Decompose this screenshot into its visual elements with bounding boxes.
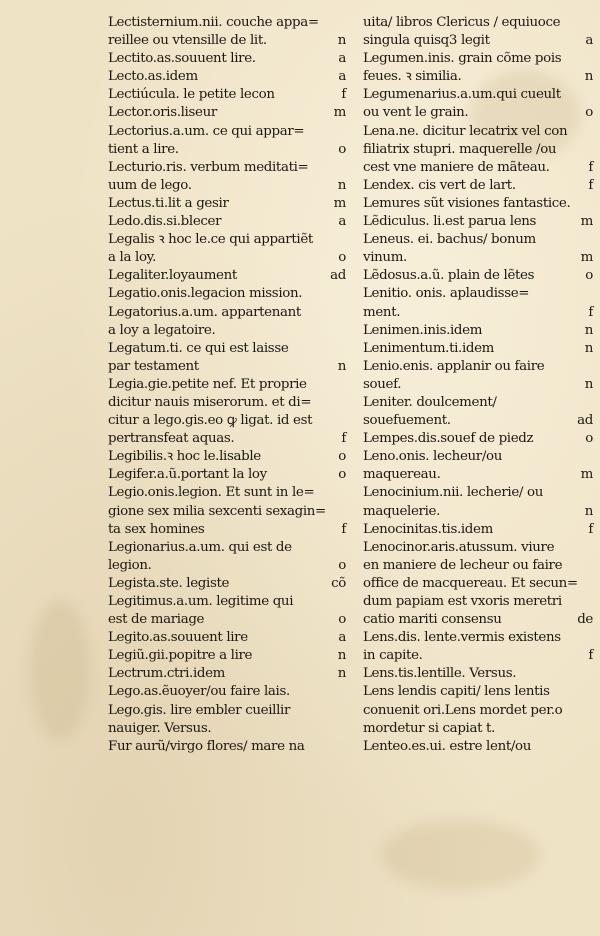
entry-text: Lectisternium.nii. couche appa= (108, 15, 319, 30)
entry-text: Lectrum.ctri.idem (108, 666, 226, 682)
gender-marker: a (338, 69, 346, 85)
dictionary-line (363, 466, 593, 484)
entry-text: Lectorius.a.um. ce qui appar= (108, 123, 305, 139)
entry-text: Legiũ.gii.popitre a lire (108, 648, 253, 664)
entry-text: en maniere de lecheur ou faire (363, 557, 563, 573)
entry-text: ment. (363, 304, 401, 320)
gender-marker: f (588, 648, 593, 664)
entry-text: conuenit ori.Lens mordet per.o (363, 702, 563, 718)
entry-text: pertransfeat aquas. (108, 431, 235, 447)
gender-marker: o (338, 557, 346, 573)
entry-text: Lenimen.inis.idem (363, 322, 483, 338)
dictionary-line (363, 304, 593, 322)
dictionary-line (363, 521, 593, 539)
dictionary-line (363, 104, 593, 122)
dictionary-line (108, 720, 346, 738)
entry-text: Legaliter.loyaument (108, 268, 237, 284)
entry-text: nauiger. Versus. (108, 720, 212, 736)
dictionary-line (363, 231, 593, 249)
gender-marker: a (338, 51, 346, 67)
dictionary-line (363, 484, 593, 502)
dictionary-line (363, 430, 593, 448)
entry-text: in capite. (363, 648, 423, 664)
gender-marker: f (588, 304, 593, 320)
dictionary-line (108, 376, 346, 394)
gender-marker: ad (577, 413, 593, 429)
entry-text: Lẽdiculus. li.est parua lens (363, 214, 537, 230)
gender-marker: m (580, 467, 593, 483)
dictionary-line (108, 340, 346, 358)
entry-text: Legatum.ti. ce qui est laisse (108, 340, 289, 356)
entry-text: vinum. (363, 250, 407, 266)
entry-text: Legalis ꝛ hoc le.ce qui appartiẽt (108, 232, 313, 248)
entry-text: Lectus.ti.lit a gesir (108, 195, 229, 211)
gender-marker: n (584, 340, 593, 356)
dictionary-line (363, 32, 593, 50)
dictionary-line (363, 665, 593, 683)
dictionary-line (363, 503, 593, 521)
dictionary-line (108, 575, 346, 593)
entry-text: Legifer.a.ũ.portant la loy (108, 467, 267, 483)
dictionary-line (108, 448, 346, 466)
dictionary-line (108, 14, 346, 32)
entry-text: maquelerie. (363, 503, 441, 519)
dictionary-line (108, 104, 346, 122)
dictionary-line (108, 665, 346, 683)
dictionary-line (108, 358, 346, 376)
entry-text: Lectito.as.souuent lire. (108, 51, 256, 67)
gender-marker: o (585, 431, 593, 447)
gender-marker: m (580, 214, 593, 230)
dictionary-line (108, 177, 346, 195)
dictionary-line (363, 720, 593, 738)
gender-marker: n (337, 33, 346, 49)
gender-marker: f (341, 431, 346, 447)
gender-marker: m (580, 250, 593, 266)
gender-marker: o (585, 105, 593, 121)
entry-text: office de macquereau. Et secun= (363, 575, 578, 591)
entry-text: Legatio.onis.legacion mission. (108, 286, 303, 302)
gender-marker: a (585, 33, 593, 49)
dictionary-line (363, 647, 593, 665)
dictionary-line (363, 213, 593, 231)
entry-text: Legio.onis.legion. Et sunt in le= (108, 485, 315, 501)
gender-marker: m (333, 195, 346, 211)
dictionary-line (108, 738, 346, 756)
entry-text: Lẽdosus.a.ũ. plain de lẽtes (363, 268, 535, 284)
entry-text: Lenocinor.aris.atussum. viure (363, 539, 555, 555)
gender-marker: o (338, 141, 346, 157)
gender-marker: f (341, 521, 346, 537)
entry-text: Lenocinitas.tis.idem (363, 521, 493, 537)
gender-marker: n (584, 69, 593, 85)
dictionary-line (108, 213, 346, 231)
dictionary-line (108, 141, 346, 159)
entry-text: souefuement. (363, 413, 451, 429)
dictionary-line (108, 611, 346, 629)
gender-marker: a (338, 214, 346, 230)
entry-text: Legatorius.a.um. appartenant (108, 304, 301, 320)
dictionary-line (363, 68, 593, 86)
dictionary-line (108, 267, 346, 285)
dictionary-line (108, 50, 346, 68)
entry-text: Lena.ne. dicitur lecatrix vel con (363, 123, 568, 139)
entry-text: souef. (363, 376, 402, 392)
entry-text: Lego.as.ẽuoyer/ou faire lais. (108, 684, 290, 700)
dictionary-line (363, 683, 593, 701)
gender-marker: n (337, 648, 346, 664)
dictionary-line (363, 340, 593, 358)
dictionary-line (108, 539, 346, 557)
gender-marker: f (588, 159, 593, 175)
entry-text: reillee ou vtensille de lit. (108, 33, 267, 49)
entry-text: filiatrix stupri. maquerelle /ou (363, 141, 557, 157)
entry-text: Legia.gie.petite nef. Et proprie (108, 376, 307, 392)
entry-text: catio mariti consensu (363, 612, 502, 628)
entry-text: dicitur nauis miserorum. et di= (108, 394, 312, 410)
entry-text: Leno.onis. lecheur/ou (363, 449, 503, 465)
entry-text: Lecto.as.idem (108, 69, 198, 85)
gender-marker: f (588, 177, 593, 193)
dictionary-line (363, 539, 593, 557)
dictionary-line (363, 448, 593, 466)
dictionary-line (363, 141, 593, 159)
gender-marker: o (338, 467, 346, 483)
entry-text: Fur aurũ/virgo flores/ mare na (108, 738, 305, 754)
dictionary-line (108, 466, 346, 484)
dictionary-line (108, 412, 346, 430)
entry-text: a loy a legatoire. (108, 322, 216, 338)
entry-text: Lego.gis. lire embler cueillir (108, 702, 290, 718)
dictionary-line (363, 249, 593, 267)
gender-marker: f (341, 87, 346, 103)
gender-marker: n (584, 503, 593, 519)
dictionary-line (363, 738, 593, 756)
dictionary-line (363, 50, 593, 68)
dictionary-line (363, 358, 593, 376)
gender-marker: o (338, 250, 346, 266)
entry-text: Legumenarius.a.um.qui cueult (363, 87, 561, 103)
dictionary-line (363, 702, 593, 720)
dictionary-line (108, 249, 346, 267)
dictionary-line (108, 394, 346, 412)
left-column (108, 14, 346, 756)
entry-text: maquereau. (363, 467, 441, 483)
dictionary-line (108, 521, 346, 539)
dictionary-line (108, 32, 346, 50)
dictionary-line (363, 123, 593, 141)
entry-text: uita/ libros Clericus / equiuoce (363, 15, 561, 30)
gender-marker: a (338, 630, 346, 646)
entry-text: Lenocinium.nii. lecherie/ ou (363, 485, 543, 501)
dictionary-line (363, 159, 593, 177)
gender-marker: ad (330, 268, 346, 284)
gender-marker: f (588, 521, 593, 537)
entry-text: Leneus. ei. bachus/ bonum (363, 232, 536, 248)
dictionary-line (363, 412, 593, 430)
dictionary-line (108, 86, 346, 104)
gender-marker: n (337, 666, 346, 682)
dictionary-line (108, 123, 346, 141)
entry-text: mordetur si capiat t. (363, 720, 495, 736)
dictionary-line (363, 86, 593, 104)
entry-text: gione sex milia sexcenti sexagin= (108, 503, 326, 519)
entry-text: Legito.as.souuent lire (108, 630, 248, 646)
dictionary-line (363, 177, 593, 195)
dictionary-line (363, 322, 593, 340)
dictionary-line (363, 376, 593, 394)
dictionary-line (108, 430, 346, 448)
dictionary-line (108, 231, 346, 249)
dictionary-line (108, 629, 346, 647)
entry-text: citur a lego.gis.eo ꝙ ligat. id est (108, 413, 313, 429)
entry-text: Lenteo.es.ui. estre lent/ou (363, 738, 532, 754)
gender-marker: de (577, 612, 593, 628)
entry-text: Lemures sũt visiones fantastice. (363, 195, 571, 211)
entry-text: Lecturio.ris. verbum meditati= (108, 159, 309, 175)
entry-text: Legista.ste. legiste (108, 575, 230, 591)
gender-marker: n (337, 358, 346, 374)
dictionary-line (108, 503, 346, 521)
dictionary-line (108, 557, 346, 575)
entry-text: Leniter. doulcement/ (363, 394, 497, 410)
entry-text: cest vne maniere de mãteau. (363, 159, 550, 175)
dictionary-line (363, 611, 593, 629)
entry-text: Lector.oris.liseur (108, 105, 217, 121)
dictionary-line (363, 195, 593, 213)
dictionary-line (108, 683, 346, 701)
dictionary-line (363, 267, 593, 285)
dictionary-line (363, 629, 593, 647)
entry-text: Legibilis.ꝛ hoc le.lisable (108, 449, 261, 465)
entry-text: tient a lire. (108, 141, 179, 157)
entry-text: Lenio.enis. applanir ou faire (363, 358, 545, 374)
gender-marker: n (584, 376, 593, 392)
dictionary-line (108, 285, 346, 303)
gender-marker: o (585, 268, 593, 284)
entry-text: Lens.tis.lentille. Versus. (363, 666, 517, 682)
entry-text: uum de lego. (108, 177, 192, 193)
gender-marker: m (333, 105, 346, 121)
entry-text: dum papiam est vxoris meretri (363, 594, 562, 609)
entry-text: Legionarius.a.um. qui est de (108, 539, 292, 555)
dictionary-line (108, 322, 346, 340)
entry-text: est de mariage (108, 612, 205, 628)
entry-text: Lendex. cis vert de lart. (363, 177, 516, 193)
dictionary-line (363, 14, 593, 32)
dictionary-line (108, 195, 346, 213)
dictionary-line (108, 159, 346, 177)
gender-marker: o (338, 449, 346, 465)
gender-marker: n (337, 177, 346, 193)
dictionary-line (108, 68, 346, 86)
dictionary-line (108, 647, 346, 665)
entry-text: Lenimentum.ti.idem (363, 340, 495, 356)
dictionary-line (108, 304, 346, 322)
gender-marker: n (584, 322, 593, 338)
entry-text: Lens.dis. lente.vermis existens (363, 630, 561, 646)
entry-text: Lempes.dis.souef de piedz (363, 431, 534, 447)
dictionary-line (108, 484, 346, 502)
entry-text: Lenitio. onis. aplaudisse= (363, 286, 530, 302)
dictionary-line (108, 593, 346, 611)
entry-text: singula quisq3 legit (363, 33, 490, 49)
dictionary-line (363, 285, 593, 303)
entry-text: Lens lendis capiti/ lens lentis (363, 684, 550, 700)
entry-text: par testament (108, 358, 199, 374)
dictionary-line (108, 702, 346, 720)
gender-marker: cõ (331, 575, 346, 591)
gender-marker: o (338, 612, 346, 628)
dictionary-line (363, 394, 593, 412)
entry-text: ta sex homines (108, 521, 205, 537)
entry-text: ou vent le grain. (363, 105, 469, 121)
entry-text: legion. (108, 557, 152, 573)
dictionary-line (363, 557, 593, 575)
entry-text: Lectiúcula. le petite lecon (108, 87, 275, 103)
dictionary-line (363, 593, 593, 611)
entry-text: Legitimus.a.um. legitime qui (108, 594, 294, 609)
right-column (363, 14, 593, 756)
entry-text: Legumen.inis. grain cõme pois (363, 51, 562, 67)
entry-text: feues. ꝛ similia. (363, 69, 462, 85)
entry-text: Ledo.dis.si.blecer (108, 214, 222, 230)
entry-text: a la loy. (108, 250, 156, 266)
dictionary-line (363, 575, 593, 593)
